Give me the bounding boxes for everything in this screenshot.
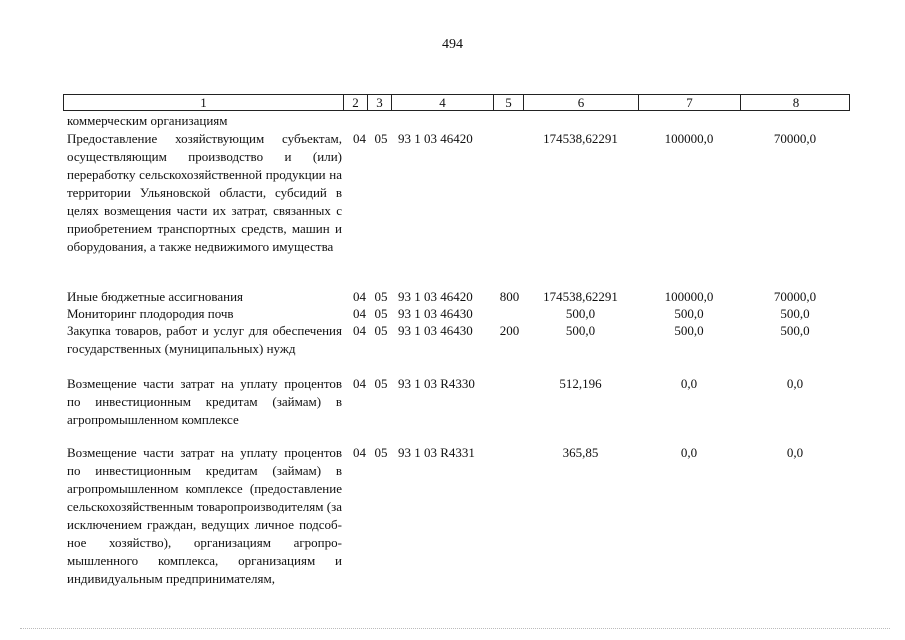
- row-description: Закупка товаров, работ и услуг для обеспечения государственных (муниципальных) нужд: [67, 323, 342, 356]
- row-amount-col7: 100000,0: [664, 289, 714, 304]
- scan-noise-line: [20, 628, 890, 629]
- row-description: коммерческим организациям: [67, 113, 228, 128]
- row-amount-col7: 500,0: [674, 323, 704, 338]
- row-description: Мониторинг плодородия почв: [67, 306, 234, 321]
- row-description: Иные бюджетные ассигнования: [67, 289, 244, 304]
- row-amount-col8: 0,0: [786, 376, 804, 391]
- page-number: 494: [442, 37, 463, 52]
- row-amount-col7: 0,0: [680, 445, 698, 460]
- row-description: Возмещение части затрат на уплату процентов по инвестиционным кредитам (займам) в агропромышленном комплексе (предоставление сельскохозяйственным товаропроизводителям (за исключением граждан, ведущих личное подсобное хозяйство), организациям агропромышленного комплекса, организациям и индивидуальным предпринимателям,: [67, 445, 342, 586]
- row-amount-col7: 500,0: [674, 306, 704, 321]
- row-target-code: 93 1 03 46420: [398, 131, 473, 146]
- row-target-code: 93 1 03 46420: [398, 289, 473, 304]
- row-amount-col8: 500,0: [780, 306, 810, 321]
- row-amount-col7: 100000,0: [664, 131, 714, 146]
- header-col-2: 2: [344, 95, 368, 110]
- table-header: [63, 94, 850, 111]
- row-amount-col6: 174538,62291: [543, 289, 618, 304]
- row-subsection: 05: [374, 289, 388, 304]
- row-amount-col8: 70000,0: [773, 131, 817, 146]
- row-subsection: 05: [374, 323, 388, 338]
- row-amount-col6: 500,0: [565, 306, 596, 321]
- header-col-4: 4: [392, 95, 494, 110]
- row-amount-col8: 70000,0: [773, 289, 817, 304]
- row-section: 04: [353, 289, 366, 304]
- row-target-code: 93 1 03 R4331: [398, 445, 475, 460]
- row-subsection: 05: [374, 131, 388, 146]
- row-target-code: 93 1 03 46430: [398, 306, 473, 321]
- row-section: 04: [353, 445, 366, 460]
- row-amount-col7: 0,0: [680, 376, 698, 391]
- row-description: Возмещение части затрат на уплату процентов по инвестиционным кредитам (займам) в агропромышленном комплексе: [67, 376, 342, 427]
- row-target-code: 93 1 03 46430: [398, 323, 473, 338]
- row-amount-col6: 500,0: [565, 323, 596, 338]
- row-target-code: 93 1 03 R4330: [398, 376, 475, 391]
- row-expense-type: 800: [499, 289, 520, 304]
- header-col-1: 1: [64, 95, 344, 110]
- header-col-8: 8: [792, 95, 800, 110]
- row-amount-col6: 174538,62291: [543, 131, 618, 146]
- header-col-5: 5: [494, 95, 524, 110]
- header-col-3: 3: [368, 95, 392, 110]
- row-subsection: 05: [374, 376, 388, 391]
- header-col-6: 6: [524, 95, 639, 110]
- row-amount-col6: 365,85: [562, 445, 599, 460]
- row-expense-type: 200: [499, 323, 520, 338]
- row-description: Предоставление хозяйствующим субъектам, осуществляющим производство и (или) переработку сельскохозяйственной продукции на территории Ульяновской области, субсидий в целях возмещения части их затрат, связанных с приобретением транспортных средств, машин и оборудования, а также недвижимого имущества: [67, 131, 342, 254]
- row-amount-col8: 0,0: [786, 445, 804, 460]
- row-section: 04: [353, 376, 366, 391]
- row-subsection: 05: [374, 306, 388, 321]
- row-section: 04: [353, 131, 366, 146]
- row-amount-col6: 512,196: [559, 376, 602, 391]
- row-section: 04: [353, 306, 366, 321]
- row-amount-col8: 500,0: [780, 323, 810, 338]
- header-col-7: 7: [639, 95, 741, 110]
- row-section: 04: [353, 323, 366, 338]
- row-subsection: 05: [374, 445, 388, 460]
